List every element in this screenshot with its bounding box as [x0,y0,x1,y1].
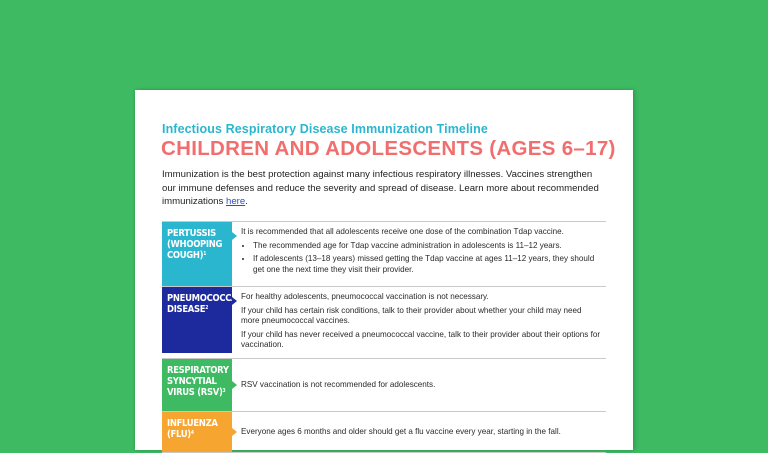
document-title: CHILDREN AND ADOLESCENTS (AGES 6–17) [161,137,616,160]
immunization-table [162,221,606,453]
footnote-marker: 4 [190,429,194,436]
intro-paragraph [162,168,607,209]
row-text: If your child has never received a pneumococcal vaccine, talk to their provider about their options for vaccination. [241,329,601,350]
row-content-pneumococcal [232,287,606,358]
table-row-pneumococcal [162,287,606,359]
row-content-pertussis [232,222,606,286]
row-text: Everyone ages 6 months and older should get a flu vaccine every year, starting in the fall. [241,427,561,437]
intro-trailing: . [245,196,248,207]
intro-text: Immunization is the best protection against many infectious respiratory illnesses. Vaccines strengthen our immune defenses and reduce the severity and spread of disease. Learn more about recommended immunizations [162,169,599,207]
bullet-list [241,241,600,276]
row-text: If your child has certain risk conditions, talk to their provider about whether your child may need more pneumococcal vaccines. [241,305,582,326]
row-label-influenza: INFLUENZA (FLU)$^4$ [162,412,232,452]
row-text: For healthy adolescents, pneumococcal vaccination is not necessary. [241,292,489,301]
here-link[interactable]: here [225,196,246,207]
document-page [135,90,633,450]
row-text: It is recommended that all adolescents receive one dose of the combination Tdap vaccine. [241,227,564,236]
footnote-marker: 1 [203,251,207,257]
table-row-influenza [162,412,606,453]
footnote-marker: 3 [222,387,226,394]
table-row-pertussis [162,222,606,287]
row-label-pertussis: PERTUSSIS (WHOOPING COUGH)$^1$ [162,222,232,286]
row-label-rsv: RESPIRATORY SYNCYTIAL VIRUS (RSV)$^3$ [162,359,232,411]
list-item: • If adolescents (13–18 years) missed getting the Tdap vaccine at ages 11–12 years, they should get one the next time they visit their provider. [253,254,600,275]
document-subtitle: Infectious Respiratory Disease Immunization Timeline [162,122,488,136]
footnote-marker: 2 [205,305,209,311]
row-content-rsv [232,359,606,411]
row-label-pneumococcal: PNEUMOCOCCAL DISEASE$^2$ [162,287,232,353]
list-item: • The recommended age for Tdap vaccine administration in adolescents is 11–12 years. [253,241,600,252]
table-row-rsv [162,359,606,412]
row-text: RSV vaccination is not recommended for adolescents. [241,380,436,390]
